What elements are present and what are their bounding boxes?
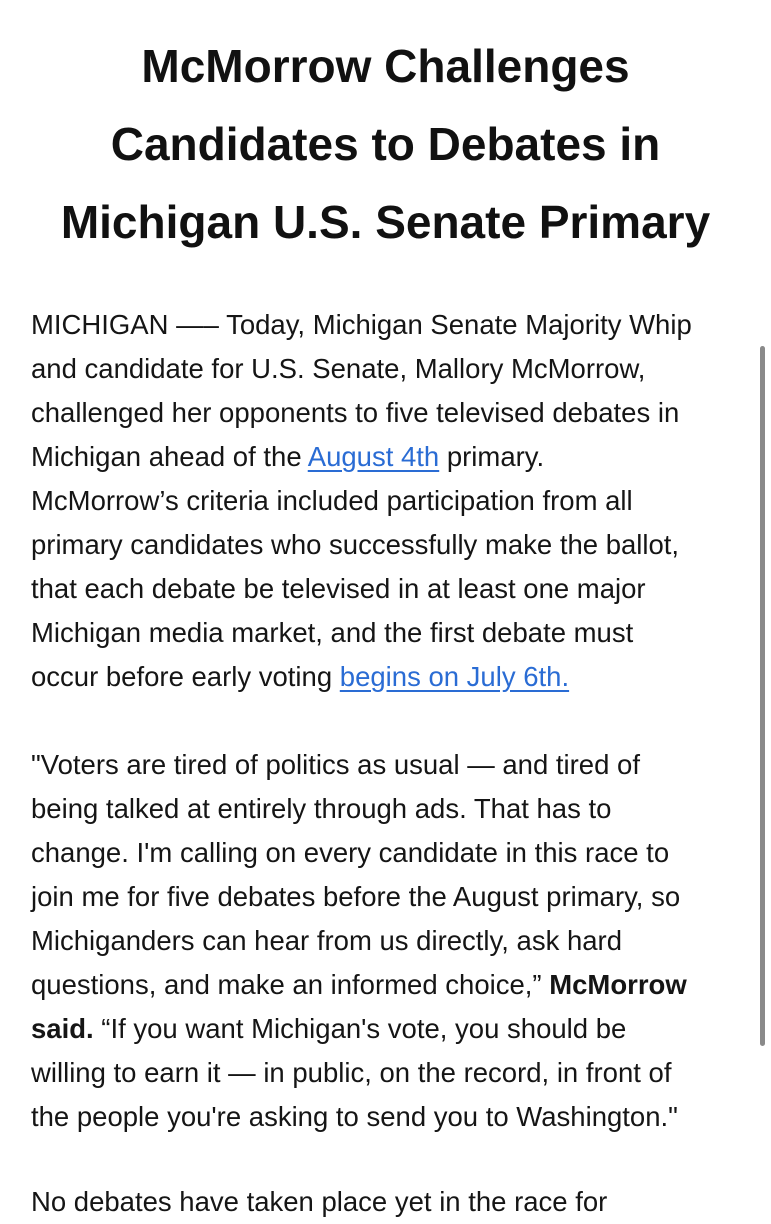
text-line: MICHIGAN —– Today, Michigan Senate Majority Whip bbox=[31, 309, 692, 340]
title-line: Michigan U.S. Senate Primary bbox=[60, 196, 711, 248]
article-body bbox=[31, 303, 751, 1139]
text-line: the people you're asking to send you to Washington." bbox=[31, 1101, 678, 1132]
text-segment: questions, and make an informed choice,” bbox=[31, 969, 550, 1000]
speaker-name: McMorrow bbox=[549, 969, 687, 1000]
text-segment: “If you want Michigan's vote, you should be bbox=[93, 1013, 627, 1044]
text-line: "Voters are tired of politics as usual — and tired of bbox=[31, 749, 640, 780]
speaker-said: said. bbox=[31, 1013, 94, 1044]
text-line: and candidate for U.S. Senate, Mallory McMorrow, bbox=[31, 353, 646, 384]
scrollbar[interactable] bbox=[760, 346, 765, 1046]
text-line: primary candidates who successfully make the ballot, bbox=[31, 529, 680, 560]
text-line: Michiganders can hear from us directly, ask hard bbox=[31, 925, 622, 956]
text-line: willing to earn it — in public, on the record, in front of bbox=[31, 1057, 672, 1088]
text-line: challenged her opponents to five televised debates in bbox=[31, 397, 680, 428]
title-line: McMorrow Challenges bbox=[141, 40, 630, 92]
text-line: join me for five debates before the August primary, so bbox=[31, 881, 681, 912]
text-line bbox=[31, 1007, 751, 1051]
text-line bbox=[31, 963, 751, 1007]
text-segment: occur before early voting bbox=[31, 661, 340, 692]
paragraph-quote bbox=[31, 743, 751, 1139]
text-segment: Michigan ahead of the bbox=[31, 441, 308, 472]
text-line: McMorrow’s criteria included participation from all bbox=[31, 485, 633, 516]
text-line bbox=[31, 655, 751, 699]
text-segment: primary. bbox=[439, 441, 545, 472]
text-line bbox=[31, 435, 751, 479]
august-4th-link[interactable]: August 4th bbox=[307, 441, 440, 472]
text-line: Michigan media market, and the first debate must bbox=[31, 617, 634, 648]
text-line: change. I'm calling on every candidate in this race to bbox=[31, 837, 670, 868]
text-line: that each debate be televised in at least one major bbox=[31, 573, 646, 604]
article-title bbox=[30, 27, 741, 261]
title-line: Candidates to Debates in bbox=[110, 118, 661, 170]
early-voting-link[interactable]: begins on July 6th. bbox=[339, 661, 570, 692]
text-line: being talked at entirely through ads. That has to bbox=[31, 793, 612, 824]
paragraph-announcement bbox=[31, 303, 751, 699]
cutoff-text-line: No debates have taken place yet in the race for bbox=[31, 1186, 608, 1217]
